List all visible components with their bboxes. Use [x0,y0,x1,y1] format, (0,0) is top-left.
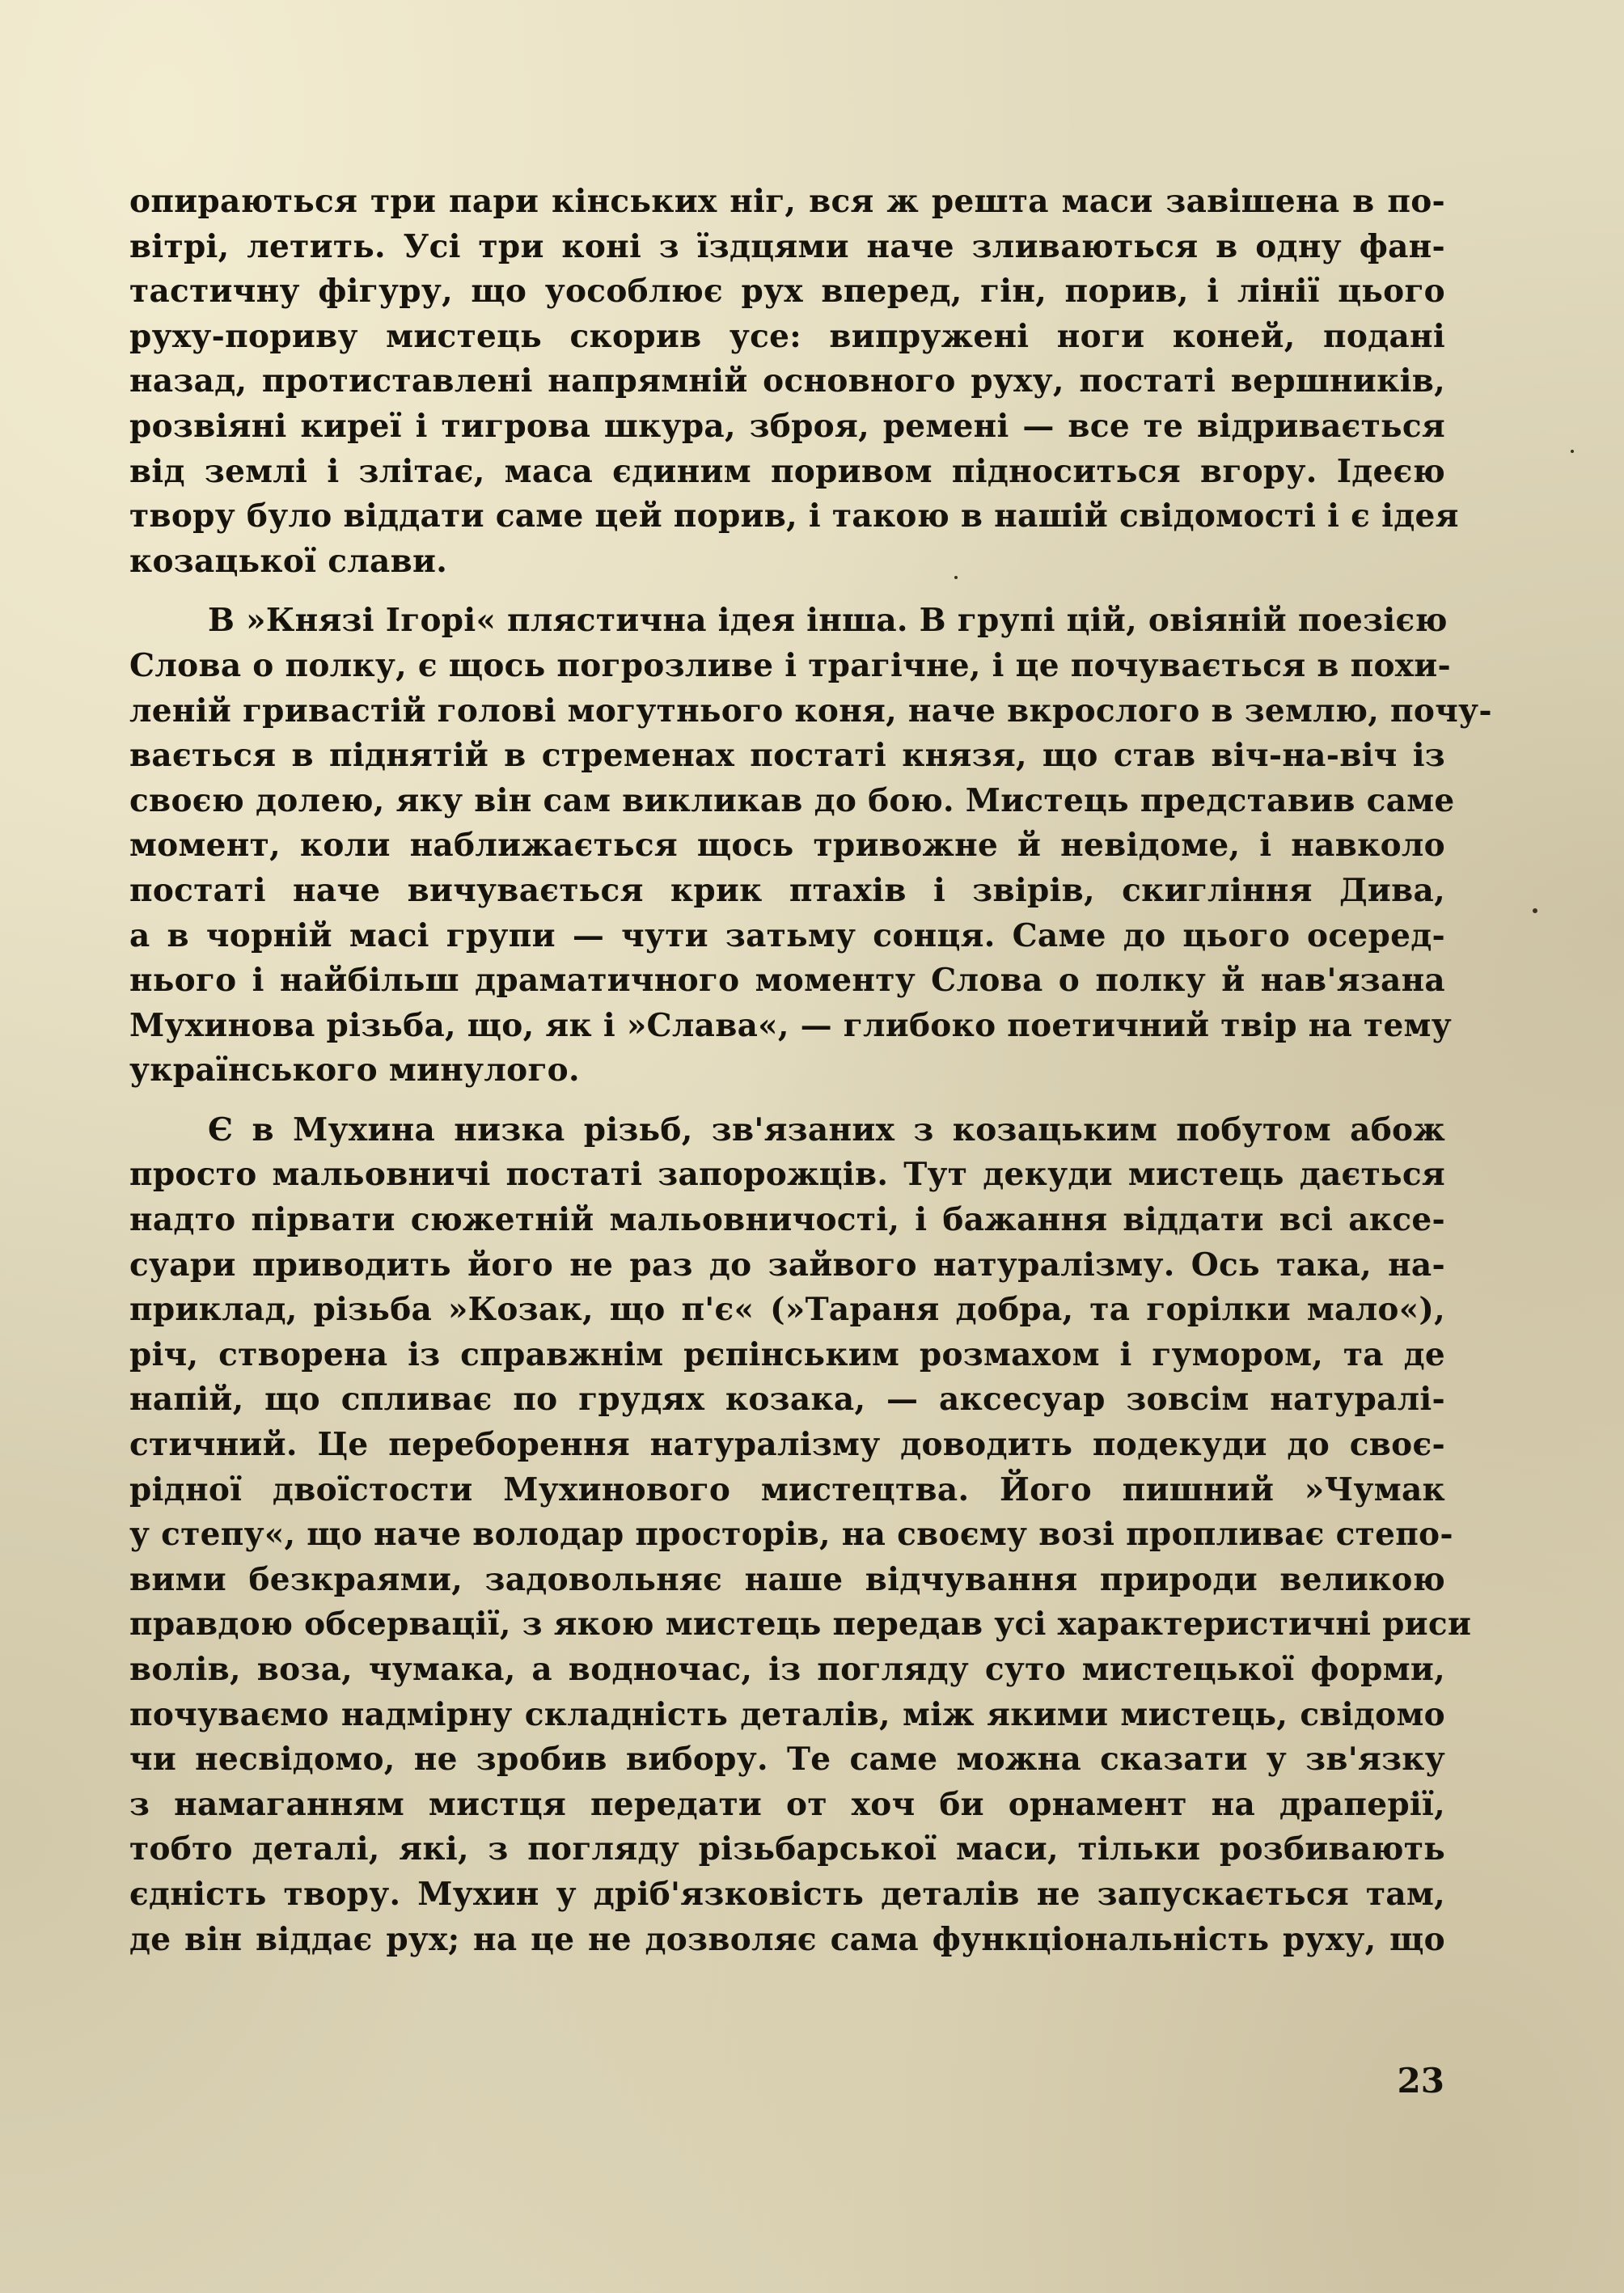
text-line: стичний. Це переборення натуралізму доводить подекуди до своє- [129,1426,1445,1464]
text-line: нього і найбільш драматичного моменту Слова о полку й нав'язана [129,962,1445,1000]
text-line: Мухинова різьба, що, як і »Слава«, — глибоко поетичний твір на тему [129,1006,1452,1044]
text-line: В »Князі Ігорі« плястична ідея інша. В групі цій, овіяній поезією [208,602,1448,640]
text-line: вається в піднятій в стременах постаті князя, що став віч-на-віч із [129,737,1445,775]
paper-speck [954,576,958,579]
text-line: леній гривастій голові могутнього коня, наче вкрослого в землю, почу- [129,692,1492,730]
text-line: українського минулого. [129,1051,580,1089]
text-line: козацької слави. [129,542,448,580]
paper-speck [1533,908,1537,913]
text-line: рідної двоїстости Мухинового мистецтва. Його пишний »Чумак [129,1470,1445,1508]
text-line: опираються три пари кінських ніг, вся ж решта маси завішена в по- [129,183,1445,220]
text-line: а в чорній масі групи — чути затьму сонця. Саме до цього осеред- [129,916,1445,954]
text-line: своєю долею, яку він сам викликав до бою. Мистець представив саме [129,781,1455,819]
text-line: з намаганням мистця передати от хоч би орнамент на драперії, [129,1785,1445,1823]
paragraph-1 [129,180,1459,584]
text-line: приклад, різьба »Козак, що п'є« (»Тараня добра, та горілки мало«), [129,1291,1445,1329]
paper-speck [1571,450,1574,453]
text-line: Є в Мухина низка різьб, зв'язаних з козацьким побутом абож [208,1111,1445,1149]
text-line: правдою обсервації, з якою мистець передав усі характеристичні риси [129,1606,1472,1644]
text-line: твору було віддати саме цей порив, і такою в нашій свідомості і є ідея [129,497,1459,535]
text-line: від землі і злітає, маса єдиним поривом підноситься вгору. Ідеєю [129,452,1445,490]
paragraph-3 [129,1108,1472,1962]
text-line: вими безкраями, задовольняє наше відчування природи великою [129,1560,1445,1598]
body-text [129,180,1492,1962]
text-line: річ, створена із справжнім рєпінським розмахом і гумором, та де [129,1335,1445,1373]
text-line: чи несвідомо, не зробив вибору. Те саме можна сказати у зв'язку [129,1741,1445,1779]
text-line: єдність твору. Мухин у дріб'язковість деталів не запускається там, [129,1875,1445,1913]
text-line: просто мальовничі постаті запорожців. Тут декуди мистець дається [129,1156,1445,1194]
text-line: постаті наче вичувається крик птахів і звірів, скигління Дива, [129,871,1445,909]
text-line: волів, воза, чумака, а водночас, із погляду суто мистецької форми, [129,1651,1445,1688]
text-line: суари приводить його не раз до зайвого натуралізму. Ось така, на- [129,1246,1445,1284]
text-line: вітрі, летить. Усі три коні з їздцями наче зливаються в одну фан- [129,227,1445,265]
text-line: де він віддає рух; на це не дозволяє сама функціональність руху, що [129,1920,1445,1958]
paragraph-2 [129,599,1492,1094]
text-line: тастичну фігуру, що уособлює рух вперед, гін, порив, і лінії цього [129,273,1445,311]
text-line: надто пірвати сюжетній мальовничості, і бажання віддати всі аксе- [129,1201,1445,1239]
text-line: напій, що спливає по грудях козака, — аксесуар зовсім натуралі- [129,1381,1445,1419]
text-line: почуваємо надмірну складність деталів, між якими мистець, свідомо [129,1695,1445,1733]
text-line: тобто деталі, які, з погляду різьбарської маси, тільки розбивають [129,1830,1445,1868]
text-line: у степу«, що наче володар просторів, на своєму возі пропливає степо- [129,1516,1453,1554]
page-number: 23 [1397,2061,1444,2101]
text-line: розвіяні киреї і тигрова шкура, зброя, ремені — все те відривається [129,407,1445,445]
text-line: назад, протиставлені напрямній основного руху, постаті вершників, [129,362,1445,400]
text-line: руху-пориву мистець скорив усе: випружені ноги коней, подані [129,317,1445,355]
text-line: Слова о полку, є щось погрозливе і трагічне, і це почувається в похи- [129,646,1452,684]
text-line: момент, коли наближається щось тривожне й невідоме, і навколо [129,827,1445,865]
